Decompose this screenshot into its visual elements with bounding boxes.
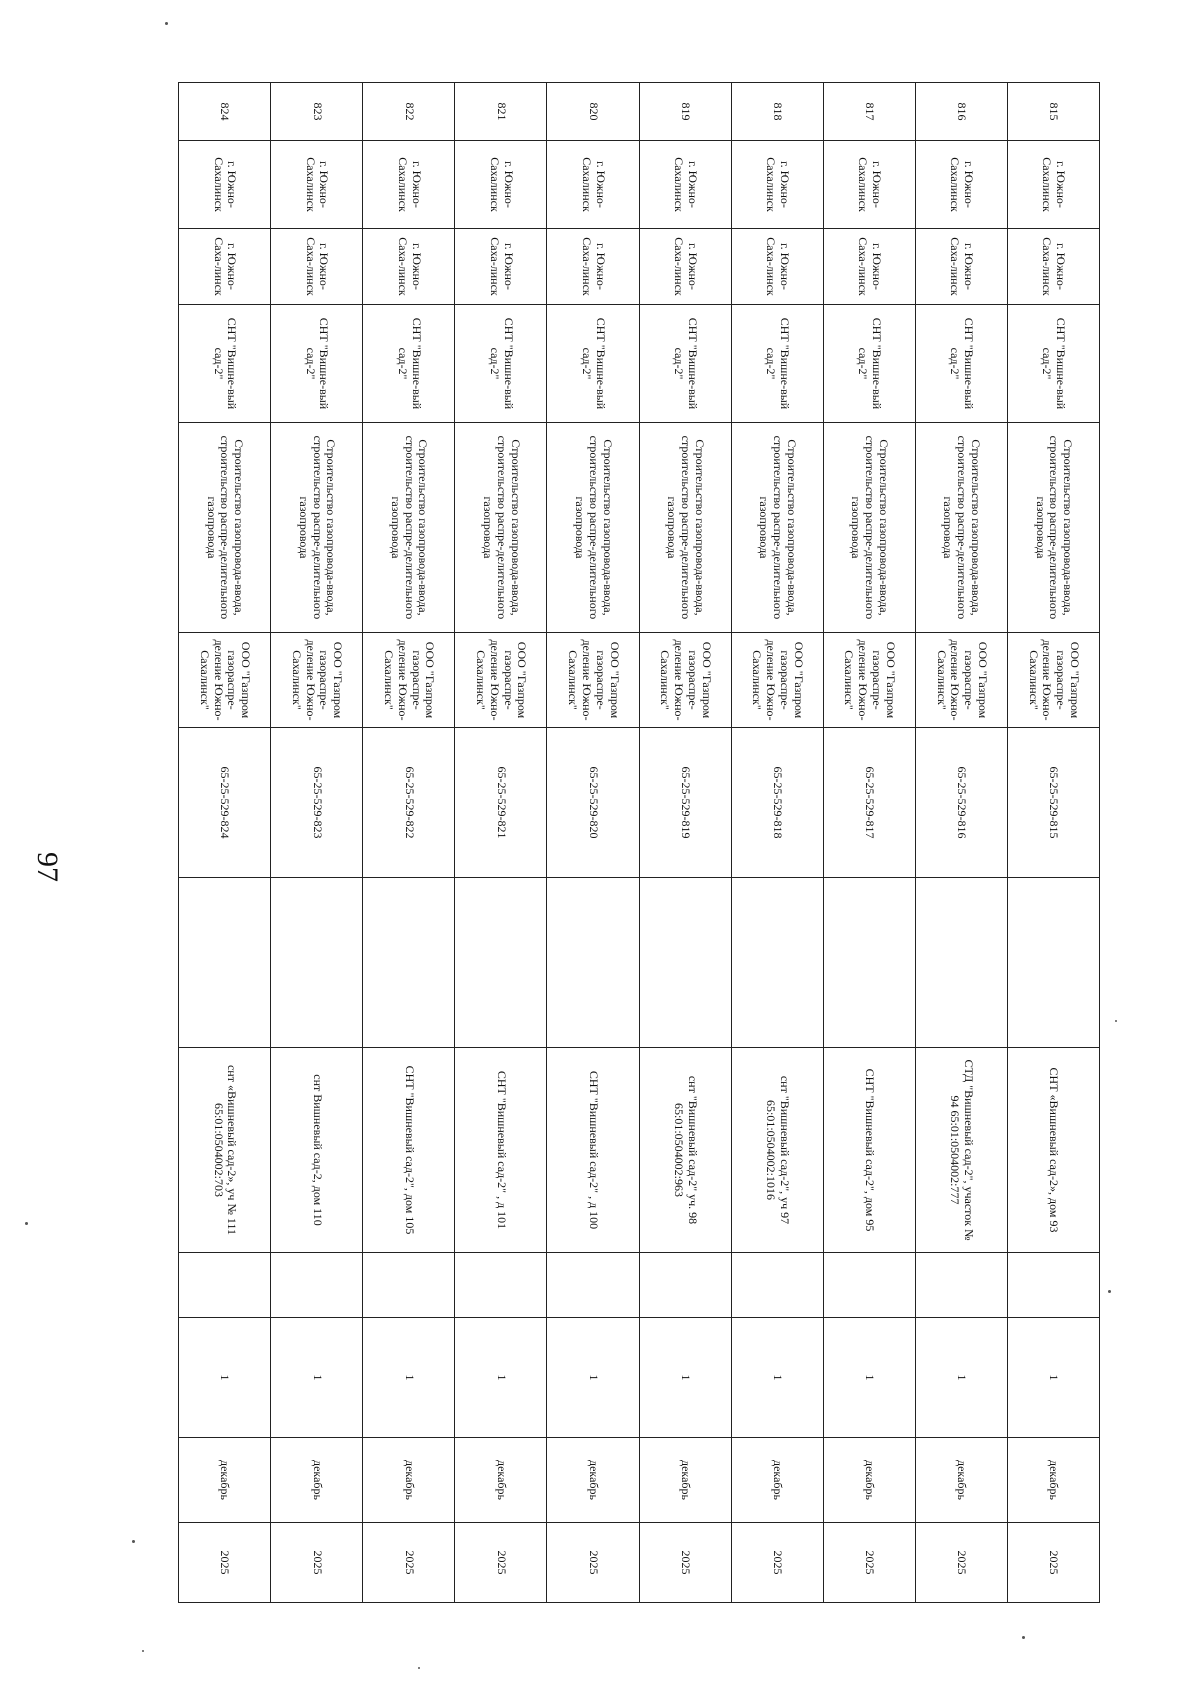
blank-cell xyxy=(455,878,547,1048)
blank-cell xyxy=(731,878,823,1048)
settlement-cell xyxy=(271,141,363,229)
code-cell-text: 65-25-529-820 xyxy=(586,766,601,839)
address-cell-text: СНТ "Вишневый сад-2", дом 95 xyxy=(863,1068,878,1232)
quantity-cell-text: 1 xyxy=(1047,1374,1062,1381)
address-cell xyxy=(915,1048,1007,1253)
work-description-cell-text: Строительство газопровода-ввода, строительство распре-делительного газопровода xyxy=(665,435,707,620)
quantity-cell-text: 1 xyxy=(678,1374,693,1381)
object-cell-text: СНТ "Вишне-вый сад-2" xyxy=(672,317,700,410)
blank-cell xyxy=(271,878,363,1048)
address-cell-text: СНТ "Вишневый сад-2" , д 101 xyxy=(494,1070,509,1230)
municipality-cell xyxy=(455,229,547,305)
address-cell xyxy=(639,1048,731,1253)
month-cell xyxy=(1007,1438,1099,1523)
object-cell-text: СНТ "Вишне-вый сад-2" xyxy=(487,317,516,410)
municipality-cell-text: г. Южно-Саха-линск xyxy=(948,237,977,296)
work-description-cell xyxy=(547,423,639,633)
address-cell xyxy=(455,1048,547,1253)
settlement-cell-text: г. Южно-Сахалинск xyxy=(579,157,608,212)
settlement-cell-text: г. Южно-Сахалинск xyxy=(856,157,885,212)
quantity-cell-text: 1 xyxy=(218,1374,233,1381)
organization-cell-text: ООО "Газпром газораспре-деление Южно-Сахалинск" xyxy=(842,639,898,721)
row-number xyxy=(271,83,363,141)
row-number-text: 823 xyxy=(310,102,325,121)
settlement-cell-text: г. Южно-Сахалинск xyxy=(764,157,792,212)
municipality-cell-text: г. Южно-Саха-линск xyxy=(1040,237,1069,296)
table-row xyxy=(179,83,271,1603)
row-number-text: 821 xyxy=(494,102,509,121)
year-cell xyxy=(823,1523,915,1603)
month-cell xyxy=(455,1438,547,1523)
work-description-cell-text: Строительство газопровода-ввода, строительство распре-делительного газопровода xyxy=(941,435,984,620)
work-description-cell xyxy=(1007,423,1099,633)
code-cell xyxy=(179,728,271,878)
organization-cell xyxy=(1007,633,1099,728)
blank-cell xyxy=(823,1253,915,1318)
address-cell xyxy=(271,1048,363,1253)
code-cell xyxy=(363,728,455,878)
blank-cell xyxy=(639,878,731,1048)
year-cell xyxy=(271,1523,363,1603)
blank-cell xyxy=(915,878,1007,1048)
row-number xyxy=(915,83,1007,141)
blank-cell xyxy=(179,1253,271,1318)
code-cell-text: 65-25-529-821 xyxy=(494,766,509,839)
month-cell xyxy=(915,1438,1007,1523)
blank-cell xyxy=(547,1253,639,1318)
blank-cell xyxy=(547,878,639,1048)
quantity-cell xyxy=(271,1318,363,1438)
work-description-cell-text: Строительство газопровода-ввода, строительство распре-делительного газопровода xyxy=(849,435,891,620)
month-cell xyxy=(639,1438,731,1523)
municipality-cell-text: г. Южно-Саха-линск xyxy=(303,237,332,296)
quantity-cell-text: 1 xyxy=(955,1374,970,1381)
organization-cell xyxy=(547,633,639,728)
work-description-cell xyxy=(823,423,915,633)
table-row xyxy=(271,83,363,1603)
year-cell xyxy=(363,1523,455,1603)
address-cell xyxy=(1007,1048,1099,1253)
work-description-cell-text: Строительство газопровода-ввода, строительство распре-делительного газопровода xyxy=(388,435,431,620)
blank-cell xyxy=(455,1253,547,1318)
object-cell xyxy=(915,305,1007,423)
municipality-cell xyxy=(271,229,363,305)
row-number xyxy=(547,83,639,141)
month-cell xyxy=(271,1438,363,1523)
row-number xyxy=(823,83,915,141)
month-cell xyxy=(731,1438,823,1523)
object-cell-text: СНТ "Вишне-вый сад-2" xyxy=(856,317,885,410)
year-cell xyxy=(547,1523,639,1603)
object-cell-text: СНТ "Вишне-вый сад-2" xyxy=(303,317,332,410)
settlement-cell-text: г. Южно-Сахалинск xyxy=(1040,157,1069,212)
month-cell-text: декабрь xyxy=(1047,1460,1062,1500)
year-cell-text: 2025 xyxy=(494,1550,509,1575)
object-cell xyxy=(271,305,363,423)
row-number-text: 819 xyxy=(678,102,693,121)
municipality-cell-text: г. Южно-Саха-линск xyxy=(487,237,516,296)
work-description-cell-text: Строительство газопровода-ввода, строительство распре-делительного газопровода xyxy=(573,435,615,620)
code-cell xyxy=(271,728,363,878)
row-number-text: 820 xyxy=(586,102,601,121)
settlement-cell-text: г. Южно-Сахалинск xyxy=(395,157,424,212)
year-cell-text: 2025 xyxy=(678,1550,693,1575)
month-cell-text: декабрь xyxy=(955,1460,970,1500)
quantity-cell xyxy=(915,1318,1007,1438)
row-number-text: 815 xyxy=(1047,102,1062,121)
work-description-cell xyxy=(915,423,1007,633)
year-cell-text: 2025 xyxy=(310,1550,325,1575)
work-description-cell xyxy=(179,423,271,633)
object-cell-text: СНТ "Вишне-вый сад-2" xyxy=(579,317,608,410)
blank-cell xyxy=(179,878,271,1048)
settlement-cell xyxy=(915,141,1007,229)
address-cell-text: СНТ "Вишневый сад-2", дом 105 xyxy=(402,1065,417,1235)
object-cell-text: СНТ "Вишне-вый сад-2" xyxy=(948,317,977,410)
table-row xyxy=(639,83,731,1603)
blank-cell xyxy=(639,1253,731,1318)
scan-speck xyxy=(165,22,168,25)
row-number-text: 824 xyxy=(218,102,233,121)
table-body xyxy=(179,83,1100,1603)
quantity-cell xyxy=(455,1318,547,1438)
year-cell-text: 2025 xyxy=(218,1550,233,1575)
row-number-text: 822 xyxy=(402,102,417,121)
municipality-cell xyxy=(547,229,639,305)
address-cell-text: снт "Вишневый сад-2" уч. 98 65:01:0504002:963 xyxy=(672,1075,700,1225)
year-cell xyxy=(915,1523,1007,1603)
year-cell-text: 2025 xyxy=(771,1550,786,1575)
month-cell xyxy=(823,1438,915,1523)
table-row xyxy=(1007,83,1099,1603)
month-cell-text: декабрь xyxy=(771,1460,786,1500)
quantity-cell-text: 1 xyxy=(310,1374,325,1381)
code-cell-text: 65-25-529-817 xyxy=(863,766,878,839)
code-cell xyxy=(731,728,823,878)
settlement-cell-text: г. Южно-Сахалинск xyxy=(672,157,700,212)
blank-cell xyxy=(363,1253,455,1318)
month-cell-text: декабрь xyxy=(402,1460,417,1500)
object-cell xyxy=(455,305,547,423)
work-description-cell xyxy=(639,423,731,633)
municipality-cell xyxy=(915,229,1007,305)
quantity-cell-text: 1 xyxy=(494,1374,509,1381)
quantity-cell-text: 1 xyxy=(863,1374,878,1381)
month-cell xyxy=(363,1438,455,1523)
object-cell xyxy=(179,305,271,423)
row-number xyxy=(455,83,547,141)
address-cell-text: СНТ "Вишневый сад-2" , д 100 xyxy=(586,1070,601,1230)
row-number-text: 816 xyxy=(955,102,970,121)
quantity-cell xyxy=(1007,1318,1099,1438)
municipality-cell xyxy=(179,229,271,305)
code-cell-text: 65-25-529-824 xyxy=(218,766,233,839)
quantity-cell xyxy=(823,1318,915,1438)
quantity-cell xyxy=(639,1318,731,1438)
code-cell-text: 65-25-529-819 xyxy=(678,766,693,839)
settlement-cell xyxy=(363,141,455,229)
address-cell-text: снт Вишневый сад-2, дом 110 xyxy=(310,1074,325,1226)
blank-cell xyxy=(823,878,915,1048)
year-cell-text: 2025 xyxy=(955,1550,970,1575)
settlement-cell-text: г. Южно-Сахалинск xyxy=(487,157,516,212)
blank-cell xyxy=(363,878,455,1048)
settlement-cell xyxy=(731,141,823,229)
work-description-cell-text: Строительство газопровода-ввода, строительство распре-делительного газопровода xyxy=(757,435,799,620)
quantity-cell xyxy=(363,1318,455,1438)
blank-cell xyxy=(1007,878,1099,1048)
month-cell xyxy=(179,1438,271,1523)
municipality-cell xyxy=(823,229,915,305)
row-number-text: 817 xyxy=(863,102,878,121)
work-description-cell xyxy=(363,423,455,633)
organization-cell xyxy=(639,633,731,728)
row-number-text: 818 xyxy=(771,102,786,121)
row-number xyxy=(179,83,271,141)
organization-cell-text: ООО "Газпром газораспре-деление Южно-Сахалинск" xyxy=(1026,639,1083,721)
year-cell-text: 2025 xyxy=(863,1550,878,1575)
municipality-cell xyxy=(363,229,455,305)
settlement-cell xyxy=(639,141,731,229)
object-cell-text: СНТ "Вишне-вый сад-2" xyxy=(1040,317,1069,410)
year-cell-text: 2025 xyxy=(402,1550,417,1575)
month-cell-text: декабрь xyxy=(863,1460,878,1500)
organization-cell xyxy=(455,633,547,728)
year-cell-text: 2025 xyxy=(586,1550,601,1575)
table-row xyxy=(455,83,547,1603)
table-row xyxy=(547,83,639,1603)
code-cell-text: 65-25-529-818 xyxy=(771,766,786,839)
scan-speck xyxy=(1108,1290,1111,1293)
blank-cell xyxy=(271,1253,363,1318)
blank-cell xyxy=(731,1253,823,1318)
organization-cell-text: ООО "Газпром газораспре-деление Южно-Сахалинск" xyxy=(750,639,806,721)
code-cell xyxy=(915,728,1007,878)
table-row xyxy=(823,83,915,1603)
year-cell xyxy=(1007,1523,1099,1603)
address-cell xyxy=(823,1048,915,1253)
scan-speck xyxy=(1115,1020,1117,1022)
organization-cell xyxy=(363,633,455,728)
municipality-cell xyxy=(1007,229,1099,305)
address-cell-text: снт "Вишневый сад-2", уч 97 65:01:0504002:1016 xyxy=(764,1075,792,1225)
row-number xyxy=(639,83,731,141)
scan-speck xyxy=(1022,1636,1025,1639)
municipality-cell-text: г. Южно-Саха-линск xyxy=(395,237,424,296)
object-cell xyxy=(823,305,915,423)
blank-cell xyxy=(915,1253,1007,1318)
work-description-cell xyxy=(455,423,547,633)
address-cell-text: СНТ «Вишневый сад-2», дом 93 xyxy=(1047,1067,1062,1233)
code-cell-text: 65-25-529-815 xyxy=(1047,766,1062,839)
year-cell xyxy=(455,1523,547,1603)
quantity-cell xyxy=(179,1318,271,1438)
settlement-cell xyxy=(823,141,915,229)
organization-cell xyxy=(731,633,823,728)
month-cell-text: декабрь xyxy=(218,1460,233,1500)
scan-speck xyxy=(132,1540,135,1543)
table-row xyxy=(915,83,1007,1603)
year-cell xyxy=(639,1523,731,1603)
table-row xyxy=(363,83,455,1603)
scan-speck xyxy=(418,1667,420,1669)
municipality-cell xyxy=(731,229,823,305)
object-cell xyxy=(1007,305,1099,423)
object-cell xyxy=(363,305,455,423)
quantity-cell-text: 1 xyxy=(586,1374,601,1381)
organization-cell-text: ООО "Газпром газораспре-деление Южно-Сахалинск" xyxy=(474,639,530,721)
address-cell xyxy=(179,1048,271,1253)
month-cell-text: декабрь xyxy=(310,1460,325,1500)
code-cell-text: 65-25-529-816 xyxy=(955,766,970,839)
organization-cell-text: ООО "Газпром газораспре-деление Южно-Сахалинск" xyxy=(566,639,622,721)
rotated-table-container xyxy=(178,82,1100,1575)
municipality-cell-text: г. Южно-Саха-линск xyxy=(856,237,885,296)
work-description-cell-text: Строительство газопровода-ввода, строительство распре-делительного газопровода xyxy=(296,435,339,620)
code-cell-text: 65-25-529-822 xyxy=(402,766,417,839)
address-cell-text: снт «Вишневый сад-2», уч № 111 65:01:0504002:703 xyxy=(211,1064,240,1236)
municipality-cell-text: г. Южно-Саха-линск xyxy=(211,237,240,296)
work-description-cell-text: Строительство газопровода-ввода, строительство распре-делительного газопровода xyxy=(481,435,523,620)
quantity-cell xyxy=(547,1318,639,1438)
row-number xyxy=(731,83,823,141)
works-table xyxy=(178,82,1100,1603)
settlement-cell xyxy=(1007,141,1099,229)
work-description-cell-text: Строительство газопровода-ввода, строительство распре-делительного газопровода xyxy=(204,435,247,620)
settlement-cell-text: г. Южно-Сахалинск xyxy=(211,157,240,212)
code-cell xyxy=(547,728,639,878)
scan-speck xyxy=(25,1222,28,1225)
organization-cell-text: ООО "Газпром газораспре-деление Южно-Сахалинск" xyxy=(658,639,714,721)
code-cell xyxy=(823,728,915,878)
address-cell xyxy=(547,1048,639,1253)
settlement-cell xyxy=(179,141,271,229)
organization-cell-text: ООО "Газпром газораспре-деление Южно-Сахалинск" xyxy=(382,639,438,721)
address-cell xyxy=(363,1048,455,1253)
object-cell xyxy=(639,305,731,423)
quantity-cell xyxy=(731,1318,823,1438)
year-cell-text: 2025 xyxy=(1047,1550,1062,1575)
page-number: 97 xyxy=(31,852,64,882)
organization-cell xyxy=(915,633,1007,728)
table-row xyxy=(731,83,823,1603)
code-cell xyxy=(455,728,547,878)
code-cell-text: 65-25-529-823 xyxy=(310,766,325,839)
object-cell-text: СНТ "Вишне-вый сад-2" xyxy=(395,317,424,410)
year-cell xyxy=(731,1523,823,1603)
month-cell-text: декабрь xyxy=(586,1460,601,1500)
address-cell xyxy=(731,1048,823,1253)
organization-cell xyxy=(179,633,271,728)
organization-cell-text: ООО "Газпром газораспре-деление Южно-Сахалинск" xyxy=(197,639,254,721)
object-cell xyxy=(547,305,639,423)
settlement-cell xyxy=(455,141,547,229)
object-cell xyxy=(731,305,823,423)
settlement-cell-text: г. Южно-Сахалинск xyxy=(948,157,977,212)
organization-cell-text: ООО "Газпром газораспре-деление Южно-Сахалинск" xyxy=(934,639,990,721)
row-number xyxy=(1007,83,1099,141)
quantity-cell-text: 1 xyxy=(771,1374,786,1381)
address-cell-text: СТД "Вишневый сад-2", участок № 94 65:01:0504002:777 xyxy=(948,1059,977,1241)
organization-cell-text: ООО "Газпром газораспре-деление Южно-Сахалинск" xyxy=(289,639,346,721)
month-cell-text: декабрь xyxy=(678,1460,693,1500)
code-cell xyxy=(639,728,731,878)
work-description-cell xyxy=(731,423,823,633)
object-cell-text: СНТ "Вишне-вый сад-2" xyxy=(764,317,792,410)
month-cell xyxy=(547,1438,639,1523)
municipality-cell-text: г. Южно-Саха-линск xyxy=(672,237,700,296)
blank-cell xyxy=(1007,1253,1099,1318)
row-number xyxy=(363,83,455,141)
organization-cell xyxy=(823,633,915,728)
municipality-cell xyxy=(639,229,731,305)
scan-speck xyxy=(142,1650,144,1652)
municipality-cell-text: г. Южно-Саха-линск xyxy=(764,237,792,296)
month-cell-text: декабрь xyxy=(494,1460,509,1500)
settlement-cell-text: г. Южно-Сахалинск xyxy=(303,157,332,212)
quantity-cell-text: 1 xyxy=(402,1374,417,1381)
year-cell xyxy=(179,1523,271,1603)
municipality-cell-text: г. Южно-Саха-линск xyxy=(579,237,608,296)
work-description-cell-text: Строительство газопровода-ввода, строительство распре-делительного газопровода xyxy=(1033,435,1076,620)
work-description-cell xyxy=(271,423,363,633)
object-cell-text: СНТ "Вишне-вый сад-2" xyxy=(211,317,240,410)
settlement-cell xyxy=(547,141,639,229)
organization-cell xyxy=(271,633,363,728)
code-cell xyxy=(1007,728,1099,878)
